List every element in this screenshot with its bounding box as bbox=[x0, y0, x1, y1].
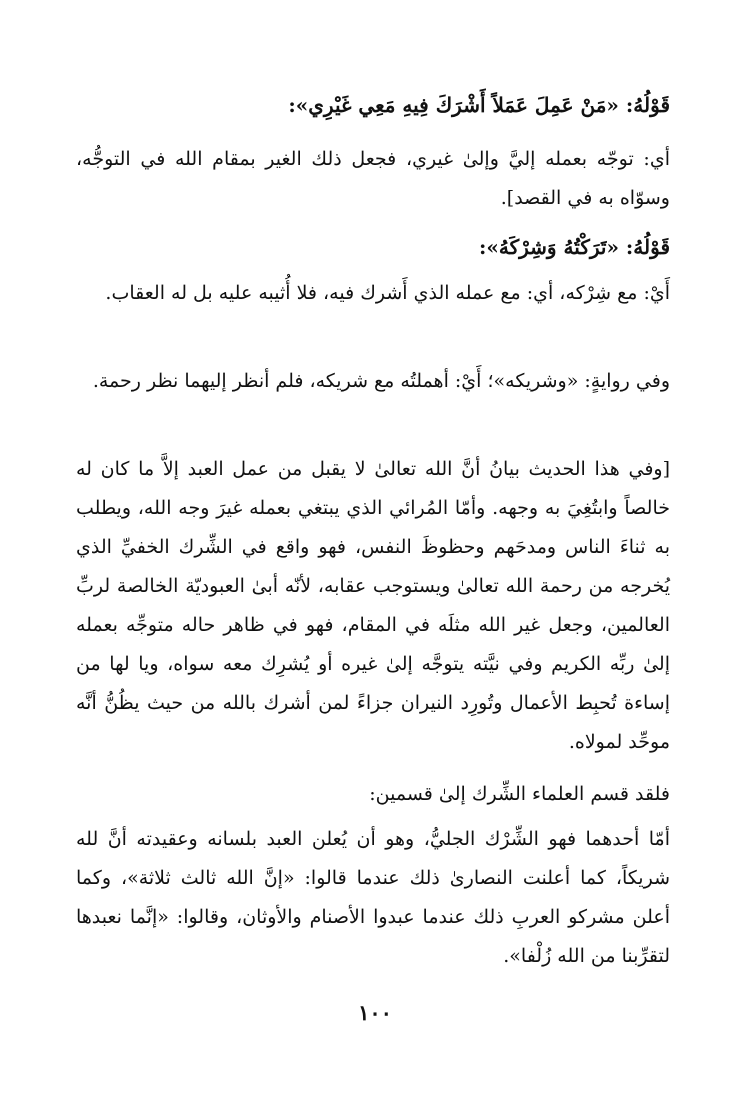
heading-taraktuhu bbox=[76, 228, 670, 267]
paragraph-shirk-jali: أمّا أحدهما فهو الشِّرْك الجليُّ، وهو أن يُعلن العبد بلسانه وعقيدته أنَّ لله شريكاً، كما أعلنت النصارىٰ ذلك عندما قالوا: «إنَّ الله ثالث ثلاثة»، وكما أعلن مشركو العربِ ذلك عندما عبدوا الأصنام والأوثان، وقالوا: «إنَّما نعبدها لتقرِّبنا من الله زُلْفا». bbox=[76, 828, 670, 967]
paragraph-explanation-2: أَيْ: مع شِرْكه، أي: مع عمله الذي أَشرك فيه، فلا أُثيبه عليه بل له العقاب. bbox=[105, 282, 670, 304]
page-number: ١٠٠ bbox=[358, 1000, 392, 1025]
heading-label: قَوْلُهُ: bbox=[625, 235, 670, 259]
heading-quote: «مَنْ عَمِلَ عَمَلاً أَشْرَكَ فِيهِ مَعِي غَيْرِي»: bbox=[288, 93, 619, 117]
paragraph-shirk-division: فلقد قسم العلماء الشِّرك إلىٰ قسمين: bbox=[369, 783, 670, 805]
paragraph-riwaya: وفي روايةٍ: «وشريكه»؛ أَيْ: أهملتُه مع شريكه، فلم أنظر إليهما نظر رحمة. bbox=[92, 370, 670, 392]
heading-quote: «تَرَكْتُهُ وَشِرْكَهُ»: bbox=[479, 235, 619, 259]
heading-man-amila bbox=[76, 86, 670, 125]
heading-label: قَوْلُهُ: bbox=[625, 93, 670, 117]
paragraph-explanation-1: أي: توجّه بعمله إليَّ وإلىٰ غيري، فجعل ذلك الغير بمقام الله في التوجُّه، وسوّاه به في القصد]. bbox=[76, 148, 670, 209]
paragraph-hadith-commentary: [وفي هذا الحديث بيانُ أنَّ الله تعالىٰ لا يقبل من عمل العبد إلاَّ ما كان له خالصاً وابتُغِيَ به وجهه. وأمّا المُرائي الذي يبتغي بعمله غيرَ وجه الله، ويطلب به ثناءَ الناس ومدحَهم وحظوظَ النفس، فهو واقع في الشِّرك الخفيِّ الذي يُخرجه من رحمة الله تعالىٰ ويستوجب عقابه، لأنّه أبىٰ العبوديّة الخالصة لربِّ العالمين، وجعل غير الله مثلَه في المقام، فهو في ظاهر حاله متوجِّه بعمله إلىٰ ربِّه الكريم وفي نيَّته يتوجَّه إلىٰ غيره أو يُشرِك معه سواه، ويا لها من إساءة تُحبِط الأعمال وتُورِد النيران جزاءً لمن أشرك بالله من حيث يظُنُّ أنَّه موحِّد لمولاه. bbox=[76, 458, 670, 753]
